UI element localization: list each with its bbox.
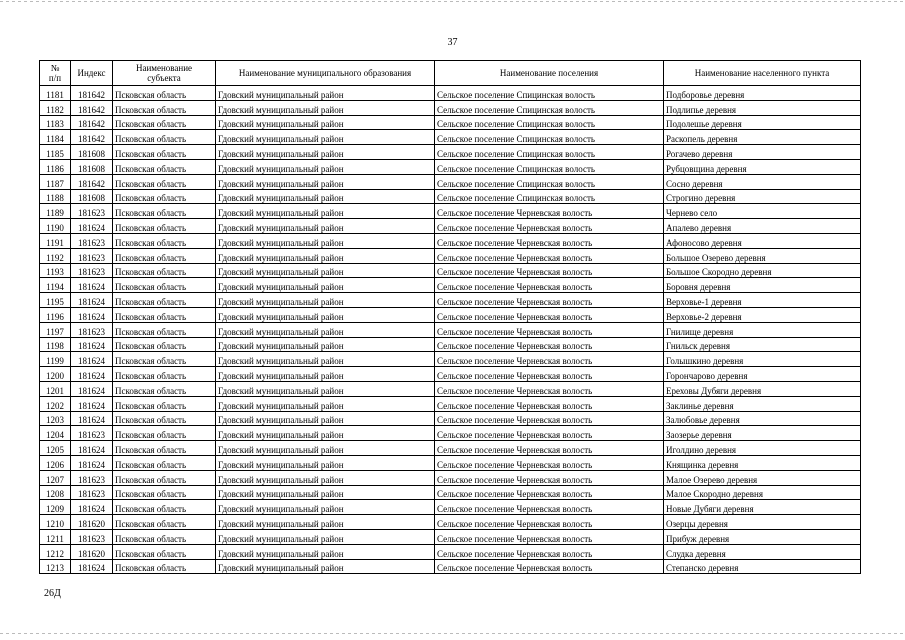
cell-settlement: Сельское поселение Черневская волость — [435, 293, 664, 308]
cell-number: 1183 — [40, 115, 71, 130]
cell-number: 1190 — [40, 219, 71, 234]
cell-number: 1187 — [40, 174, 71, 189]
cell-municipality: Гдовский муниципальный район — [216, 233, 435, 248]
cell-municipality: Гдовский муниципальный район — [216, 248, 435, 263]
cell-number: 1208 — [40, 485, 71, 500]
cell-number: 1189 — [40, 204, 71, 219]
header-municipality — [216, 61, 435, 86]
cell-subject: Псковская область — [113, 352, 216, 367]
table-row — [40, 322, 861, 337]
cell-settlement: Сельское поселение Спицинская волость — [435, 145, 664, 160]
table-row — [40, 100, 861, 115]
cell-index: 181624 — [71, 411, 113, 426]
cell-number: 1205 — [40, 441, 71, 456]
cell-index: 181608 — [71, 159, 113, 174]
table-header — [40, 61, 861, 86]
cell-number: 1212 — [40, 544, 71, 559]
table-body — [40, 86, 861, 574]
cell-municipality: Гдовский муниципальный район — [216, 500, 435, 515]
cell-number: 1191 — [40, 233, 71, 248]
cell-municipality: Гдовский муниципальный район — [216, 145, 435, 160]
cell-number: 1198 — [40, 337, 71, 352]
table-row — [40, 278, 861, 293]
cell-number: 1203 — [40, 411, 71, 426]
cell-subject: Псковская область — [113, 145, 216, 160]
header-index-label: Индекс — [77, 68, 106, 78]
cell-locality: Рогачево деревня — [664, 145, 861, 160]
table-row — [40, 263, 861, 278]
cell-locality: Княщинка деревня — [664, 455, 861, 470]
table-row — [40, 115, 861, 130]
cell-number: 1202 — [40, 396, 71, 411]
cell-number: 1209 — [40, 500, 71, 515]
table-row — [40, 367, 861, 382]
cell-municipality: Гдовский муниципальный район — [216, 278, 435, 293]
table-row — [40, 500, 861, 515]
cell-locality: Апалево деревня — [664, 219, 861, 234]
header-row — [40, 61, 861, 86]
cell-subject: Псковская область — [113, 485, 216, 500]
cell-number: 1199 — [40, 352, 71, 367]
cell-locality: Заозерье деревня — [664, 426, 861, 441]
cell-locality: Новые Дубяги деревня — [664, 500, 861, 515]
cell-municipality: Гдовский муниципальный район — [216, 115, 435, 130]
cell-number: 1186 — [40, 159, 71, 174]
cell-settlement: Сельское поселение Черневская волость — [435, 337, 664, 352]
cell-number: 1181 — [40, 86, 71, 101]
cell-number: 1197 — [40, 322, 71, 337]
cell-number: 1206 — [40, 455, 71, 470]
cell-index: 181608 — [71, 145, 113, 160]
cell-settlement: Сельское поселение Черневская волость — [435, 485, 664, 500]
cell-subject: Псковская область — [113, 263, 216, 278]
cell-subject: Псковская область — [113, 559, 216, 574]
cell-index: 181624 — [71, 307, 113, 322]
cell-settlement: Сельское поселение Черневская волость — [435, 544, 664, 559]
table-row — [40, 381, 861, 396]
cell-number: 1194 — [40, 278, 71, 293]
cell-municipality: Гдовский муниципальный район — [216, 159, 435, 174]
table-row — [40, 293, 861, 308]
cell-index: 181623 — [71, 263, 113, 278]
cell-settlement: Сельское поселение Черневская волость — [435, 278, 664, 293]
cell-locality: Чернево село — [664, 204, 861, 219]
cell-locality: Степанско деревня — [664, 559, 861, 574]
cell-settlement: Сельское поселение Черневская волость — [435, 381, 664, 396]
cell-municipality: Гдовский муниципальный район — [216, 307, 435, 322]
cell-subject: Псковская область — [113, 515, 216, 530]
cell-settlement: Сельское поселение Спицинская волость — [435, 100, 664, 115]
cell-number: 1204 — [40, 426, 71, 441]
cell-settlement: Сельское поселение Черневская волость — [435, 322, 664, 337]
table-row — [40, 307, 861, 322]
cell-municipality: Гдовский муниципальный район — [216, 189, 435, 204]
cell-locality: Озерцы деревня — [664, 515, 861, 530]
cell-number: 1200 — [40, 367, 71, 382]
cell-subject: Псковская область — [113, 293, 216, 308]
cell-index: 181624 — [71, 367, 113, 382]
cell-index: 181624 — [71, 441, 113, 456]
header-locality-label: Наименование населенного пункта — [694, 68, 830, 78]
cell-number: 1210 — [40, 515, 71, 530]
cell-locality: Гнилище деревня — [664, 322, 861, 337]
cell-settlement: Сельское поселение Черневская волость — [435, 396, 664, 411]
cell-municipality: Гдовский муниципальный район — [216, 367, 435, 382]
table-row — [40, 515, 861, 530]
cell-index: 181608 — [71, 189, 113, 204]
cell-locality: Малое Скородно деревня — [664, 485, 861, 500]
page-number: 37 — [447, 37, 458, 48]
cell-locality: Подборовье деревня — [664, 86, 861, 101]
table-row — [40, 145, 861, 160]
cell-index: 181642 — [71, 130, 113, 145]
cell-index: 181623 — [71, 470, 113, 485]
cell-index: 181624 — [71, 455, 113, 470]
cell-index: 181642 — [71, 100, 113, 115]
cell-index: 181642 — [71, 174, 113, 189]
cell-subject: Псковская область — [113, 381, 216, 396]
cell-number: 1195 — [40, 293, 71, 308]
scan-edge-top — [0, 1, 905, 2]
header-subject — [113, 61, 216, 86]
table-row — [40, 470, 861, 485]
cell-subject: Псковская область — [113, 100, 216, 115]
cell-index: 181623 — [71, 322, 113, 337]
cell-locality: Верховье-2 деревня — [664, 307, 861, 322]
cell-settlement: Сельское поселение Черневская волость — [435, 352, 664, 367]
cell-index: 181624 — [71, 293, 113, 308]
cell-locality: Верховье-1 деревня — [664, 293, 861, 308]
cell-municipality: Гдовский муниципальный район — [216, 559, 435, 574]
cell-locality: Малое Озерево деревня — [664, 470, 861, 485]
cell-subject: Псковская область — [113, 248, 216, 263]
table-row — [40, 233, 861, 248]
cell-settlement: Сельское поселение Черневская волость — [435, 515, 664, 530]
settlements-table — [39, 60, 861, 574]
cell-municipality: Гдовский муниципальный район — [216, 529, 435, 544]
cell-subject: Псковская область — [113, 455, 216, 470]
cell-index: 181623 — [71, 248, 113, 263]
cell-locality: Голышкино деревня — [664, 352, 861, 367]
cell-locality: Горончарово деревня — [664, 367, 861, 382]
cell-index: 181624 — [71, 337, 113, 352]
cell-municipality: Гдовский муниципальный район — [216, 337, 435, 352]
table-row — [40, 174, 861, 189]
table-row — [40, 337, 861, 352]
cell-settlement: Сельское поселение Черневская волость — [435, 233, 664, 248]
header-number-label: № п/п — [48, 63, 62, 83]
cell-settlement: Сельское поселение Черневская волость — [435, 559, 664, 574]
cell-municipality: Гдовский муниципальный район — [216, 485, 435, 500]
cell-subject: Псковская область — [113, 322, 216, 337]
cell-settlement: Сельское поселение Спицинская волость — [435, 130, 664, 145]
cell-locality: Ереховы Дубяги деревня — [664, 381, 861, 396]
header-locality — [664, 61, 861, 86]
cell-subject: Псковская область — [113, 396, 216, 411]
cell-settlement: Сельское поселение Черневская волость — [435, 411, 664, 426]
table-row — [40, 559, 861, 574]
cell-locality: Большое Озерево деревня — [664, 248, 861, 263]
cell-locality: Афоносово деревня — [664, 233, 861, 248]
cell-settlement: Сельское поселение Черневская волость — [435, 367, 664, 382]
cell-settlement: Сельское поселение Черневская волость — [435, 441, 664, 456]
cell-municipality: Гдовский муниципальный район — [216, 470, 435, 485]
cell-municipality: Гдовский муниципальный район — [216, 455, 435, 470]
cell-subject: Псковская область — [113, 544, 216, 559]
cell-locality: Боровня деревня — [664, 278, 861, 293]
cell-subject: Псковская область — [113, 470, 216, 485]
header-index — [71, 61, 113, 86]
cell-subject: Псковская область — [113, 367, 216, 382]
cell-locality: Залюбовье деревня — [664, 411, 861, 426]
cell-index: 181620 — [71, 544, 113, 559]
cell-index: 181620 — [71, 515, 113, 530]
cell-subject: Псковская область — [113, 219, 216, 234]
cell-municipality: Гдовский муниципальный район — [216, 426, 435, 441]
cell-municipality: Гдовский муниципальный район — [216, 204, 435, 219]
table-row — [40, 130, 861, 145]
cell-municipality: Гдовский муниципальный район — [216, 411, 435, 426]
cell-municipality: Гдовский муниципальный район — [216, 174, 435, 189]
table-row — [40, 485, 861, 500]
table-row — [40, 189, 861, 204]
cell-subject: Псковская область — [113, 189, 216, 204]
footer-code: 26Д — [44, 588, 61, 599]
table-row — [40, 426, 861, 441]
cell-index: 181623 — [71, 233, 113, 248]
cell-number: 1188 — [40, 189, 71, 204]
table-row — [40, 441, 861, 456]
cell-locality: Слудка деревня — [664, 544, 861, 559]
header-municipality-label: Наименование муниципального образования — [238, 68, 412, 78]
cell-subject: Псковская область — [113, 233, 216, 248]
table-row — [40, 396, 861, 411]
cell-number: 1213 — [40, 559, 71, 574]
table-row — [40, 86, 861, 101]
cell-locality: Иголдино деревня — [664, 441, 861, 456]
cell-index: 181624 — [71, 396, 113, 411]
cell-locality: Строгино деревня — [664, 189, 861, 204]
table-row — [40, 352, 861, 367]
cell-index: 181624 — [71, 219, 113, 234]
header-subject-label: Наименование субъекта — [135, 63, 193, 83]
cell-municipality: Гдовский муниципальный район — [216, 293, 435, 308]
cell-settlement: Сельское поселение Черневская волость — [435, 529, 664, 544]
cell-settlement: Сельское поселение Черневская волость — [435, 248, 664, 263]
cell-settlement: Сельское поселение Черневская волость — [435, 470, 664, 485]
cell-settlement: Сельское поселение Спицинская волость — [435, 115, 664, 130]
cell-subject: Псковская область — [113, 411, 216, 426]
header-settlement — [435, 61, 664, 86]
cell-index: 181642 — [71, 115, 113, 130]
cell-index: 181624 — [71, 381, 113, 396]
cell-settlement: Сельское поселение Черневская волость — [435, 307, 664, 322]
cell-municipality: Гдовский муниципальный район — [216, 86, 435, 101]
header-settlement-label: Наименование поселения — [499, 68, 599, 78]
cell-number: 1196 — [40, 307, 71, 322]
cell-municipality: Гдовский муниципальный район — [216, 352, 435, 367]
cell-municipality: Гдовский муниципальный район — [216, 130, 435, 145]
cell-number: 1184 — [40, 130, 71, 145]
cell-settlement: Сельское поселение Черневская волость — [435, 426, 664, 441]
cell-subject: Псковская область — [113, 115, 216, 130]
table-row — [40, 529, 861, 544]
cell-municipality: Гдовский муниципальный район — [216, 100, 435, 115]
cell-locality: Рубцовщина деревня — [664, 159, 861, 174]
cell-settlement: Сельское поселение Черневская волость — [435, 263, 664, 278]
cell-subject: Псковская область — [113, 278, 216, 293]
cell-subject: Псковская область — [113, 529, 216, 544]
cell-municipality: Гдовский муниципальный район — [216, 263, 435, 278]
cell-index: 181623 — [71, 426, 113, 441]
table-row — [40, 204, 861, 219]
table-row — [40, 248, 861, 263]
cell-number: 1201 — [40, 381, 71, 396]
cell-municipality: Гдовский муниципальный район — [216, 219, 435, 234]
cell-index: 181624 — [71, 352, 113, 367]
cell-subject: Псковская область — [113, 86, 216, 101]
cell-subject: Псковская область — [113, 337, 216, 352]
cell-index: 181624 — [71, 278, 113, 293]
cell-index: 181624 — [71, 500, 113, 515]
cell-number: 1185 — [40, 145, 71, 160]
cell-number: 1211 — [40, 529, 71, 544]
cell-subject: Псковская область — [113, 500, 216, 515]
table-row — [40, 159, 861, 174]
cell-municipality: Гдовский муниципальный район — [216, 396, 435, 411]
cell-settlement: Сельское поселение Спицинская волость — [435, 86, 664, 101]
scan-edge-bottom — [0, 633, 905, 634]
cell-index: 181623 — [71, 485, 113, 500]
cell-subject: Псковская область — [113, 174, 216, 189]
cell-settlement: Сельское поселение Спицинская волость — [435, 189, 664, 204]
cell-subject: Псковская область — [113, 159, 216, 174]
cell-settlement: Сельское поселение Черневская волость — [435, 455, 664, 470]
cell-index: 181623 — [71, 204, 113, 219]
cell-number: 1207 — [40, 470, 71, 485]
cell-subject: Псковская область — [113, 307, 216, 322]
cell-locality: Заклинье деревня — [664, 396, 861, 411]
cell-municipality: Гдовский муниципальный район — [216, 322, 435, 337]
cell-locality: Подолешье деревня — [664, 115, 861, 130]
table-row — [40, 455, 861, 470]
table-row — [40, 411, 861, 426]
table-row — [40, 544, 861, 559]
cell-index: 181624 — [71, 559, 113, 574]
cell-municipality: Гдовский муниципальный район — [216, 515, 435, 530]
cell-municipality: Гдовский муниципальный район — [216, 381, 435, 396]
cell-index: 181642 — [71, 86, 113, 101]
cell-municipality: Гдовский муниципальный район — [216, 544, 435, 559]
cell-number: 1182 — [40, 100, 71, 115]
cell-subject: Псковская область — [113, 426, 216, 441]
cell-number: 1192 — [40, 248, 71, 263]
cell-number: 1193 — [40, 263, 71, 278]
cell-locality: Гнильск деревня — [664, 337, 861, 352]
cell-index: 181623 — [71, 529, 113, 544]
cell-locality: Раскопель деревня — [664, 130, 861, 145]
cell-locality: Подлипье деревня — [664, 100, 861, 115]
cell-settlement: Сельское поселение Черневская волость — [435, 219, 664, 234]
cell-settlement: Сельское поселение Черневская волость — [435, 204, 664, 219]
table-row — [40, 219, 861, 234]
cell-locality: Сосно деревня — [664, 174, 861, 189]
cell-municipality: Гдовский муниципальный район — [216, 441, 435, 456]
cell-subject: Псковская область — [113, 130, 216, 145]
cell-locality: Большое Скородно деревня — [664, 263, 861, 278]
cell-settlement: Сельское поселение Спицинская волость — [435, 174, 664, 189]
cell-settlement: Сельское поселение Черневская волость — [435, 500, 664, 515]
header-number — [40, 61, 71, 86]
cell-settlement: Сельское поселение Спицинская волость — [435, 159, 664, 174]
cell-subject: Псковская область — [113, 204, 216, 219]
cell-subject: Псковская область — [113, 441, 216, 456]
cell-locality: Прибуж деревня — [664, 529, 861, 544]
